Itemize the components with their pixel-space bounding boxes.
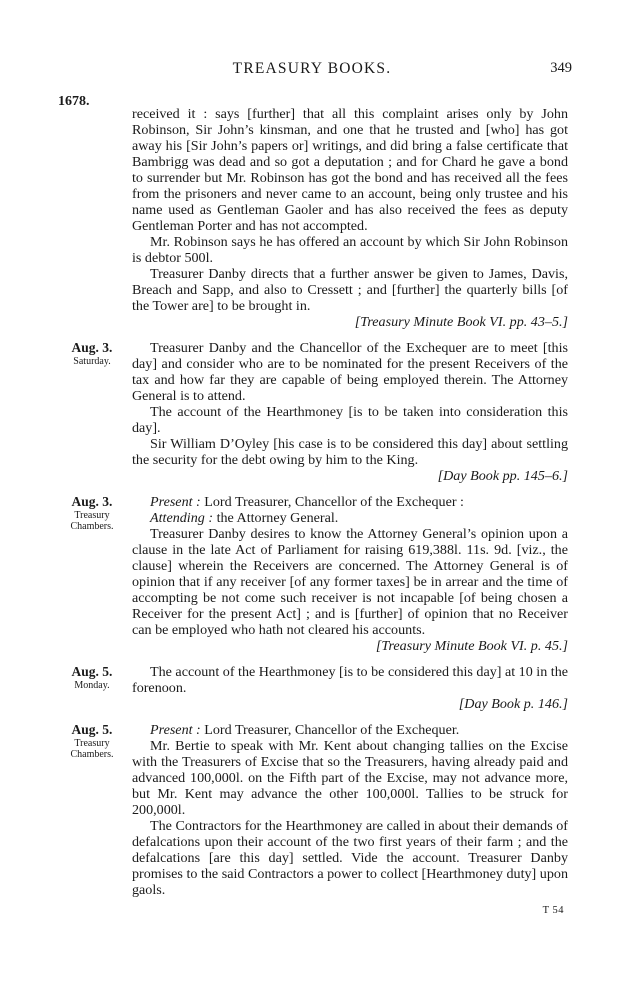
entry-gap bbox=[132, 484, 568, 494]
present-label: Present : bbox=[150, 494, 201, 510]
present-text: Lord Treasurer, Chancellor of the Exchequer : bbox=[204, 494, 464, 510]
source-reference: [Day Book pp. 145–6.] bbox=[437, 468, 568, 484]
margin-date: Aug. 5. bbox=[71, 722, 113, 737]
present-label: Present : bbox=[150, 722, 201, 738]
present-line bbox=[132, 722, 568, 738]
body-column bbox=[70, 106, 568, 898]
entry-gap bbox=[132, 654, 568, 664]
paragraph: The Contractors for the Hearthmoney are called in about their demands of defalcations upon their account of the two first years of their farm ; and the defalcations [are this day] settled. Vide the account. Treasurer Danby promises to the said Contractors a power to collect [Hearthmoney duty] upon gaols. bbox=[132, 818, 568, 898]
paragraph: received it : says [further] that all this complaint arises only by John Robinson, Sir John’s kinsman, and one that he trusted and [who] has got away his [Sir John’s papers or] writings, and did bring a false certificate that Bambrigg was dead and so got a deputation ; and for Chard he gave a bond to surrender but Mr. Robinson has got the bond and has received all the fees from the prisoners and never came to an account, being only trustee and his name used as Gentleman Gaoler and has also received the fees as deputy Gentleman Porter and has not accompted. bbox=[132, 106, 568, 234]
paragraph: Sir William D’Oyley [his case is to be considered this day] about settling the security for the debt owing by him to the King. bbox=[132, 436, 568, 468]
present-text: Lord Treasurer, Chancellor of the Exchequer. bbox=[204, 722, 460, 738]
running-head bbox=[0, 60, 624, 82]
margin-date: Aug. 3. bbox=[71, 340, 113, 355]
paragraph: The account of the Hearthmoney [is to be taken into consideration this day]. bbox=[132, 404, 568, 436]
source-reference: [Treasury Minute Book VI. pp. 43–5.] bbox=[354, 314, 568, 330]
entry-gap bbox=[132, 330, 568, 340]
attending-label: Attending : bbox=[150, 510, 214, 526]
entry-aug-3-treasury-chambers bbox=[70, 494, 568, 654]
entry-aug-5-treasury-chambers bbox=[70, 722, 568, 898]
margin-note bbox=[58, 494, 126, 532]
paragraph: The account of the Hearthmoney [is to be considered this day] at 10 in the forenoon. bbox=[132, 664, 568, 696]
paragraph: Treasurer Danby directs that a further answer be given to James, Davis, Breach and Sapp, and also to Cressett ; and [further] the quarterly bills [of the Tower are] to be brought in. bbox=[132, 266, 568, 314]
margin-place: Chambers. bbox=[70, 521, 114, 532]
margin-note bbox=[58, 340, 126, 367]
present-line bbox=[132, 494, 568, 510]
paragraph: Mr. Robinson says he has offered an account by which Sir John Robinson is debtor 500l. bbox=[132, 234, 568, 266]
margin-date: Aug. 5. bbox=[71, 664, 113, 679]
margin-note bbox=[58, 664, 126, 691]
margin-note bbox=[58, 722, 126, 760]
attending-text: the Attorney General. bbox=[216, 510, 339, 526]
margin-date: Aug. 3. bbox=[71, 494, 113, 509]
running-title: TREASURY BOOKS. bbox=[232, 60, 392, 77]
source-reference: [Treasury Minute Book VI. p. 45.] bbox=[375, 638, 568, 654]
entry-aug-5-monday bbox=[71, 664, 568, 712]
entry-gap bbox=[132, 712, 568, 722]
entry-aug-3-saturday bbox=[71, 340, 568, 484]
margin-place: Treasury bbox=[74, 738, 110, 749]
margin-place: Treasury bbox=[74, 510, 110, 521]
paragraph: Treasurer Danby desires to know the Attorney General’s opinion upon a clause in the late Act of Parliament for raising 619,388l. 11s. 9d. [viz., the clause] wherein the Receivers are concerned. The Attorney General is of opinion that if any receiver [of any former taxes] be in arrear and the time of accompting be not come such receiver is not incapable [of being chosen a Receiver for the present Act] ; and is [further] of opinion that no Receiver can be employed who hath not cleared his accounts. bbox=[132, 526, 568, 638]
attending-line bbox=[132, 510, 568, 526]
entry-continuation bbox=[132, 106, 568, 330]
margin-day: Saturday. bbox=[73, 356, 111, 367]
paragraph: Mr. Bertie to speak with Mr. Kent about changing tallies on the Excise with the Treasurers of Excise that so the Treasurers, having already paid and advanced 100,000l. on the Fifth part of the Excise, may not advance more, but Mr. Kent may advance the other 100,000l. Tallies to be struck for 200,000l. bbox=[132, 738, 568, 818]
paragraph: Treasurer Danby and the Chancellor of the Exchequer are to meet [this day] and consider who are to be nominated for the present Receivers of the tax and how far they are capable of being employed therein. The Attorney General is to attend. bbox=[132, 340, 568, 404]
margin-place: Chambers. bbox=[70, 749, 114, 760]
margin-day: Monday. bbox=[74, 680, 110, 691]
source-reference: [Day Book p. 146.] bbox=[458, 696, 568, 712]
year-label: 1678. bbox=[58, 94, 90, 109]
page-number: 349 bbox=[550, 60, 572, 76]
printer-signature: T 54 bbox=[542, 905, 564, 916]
